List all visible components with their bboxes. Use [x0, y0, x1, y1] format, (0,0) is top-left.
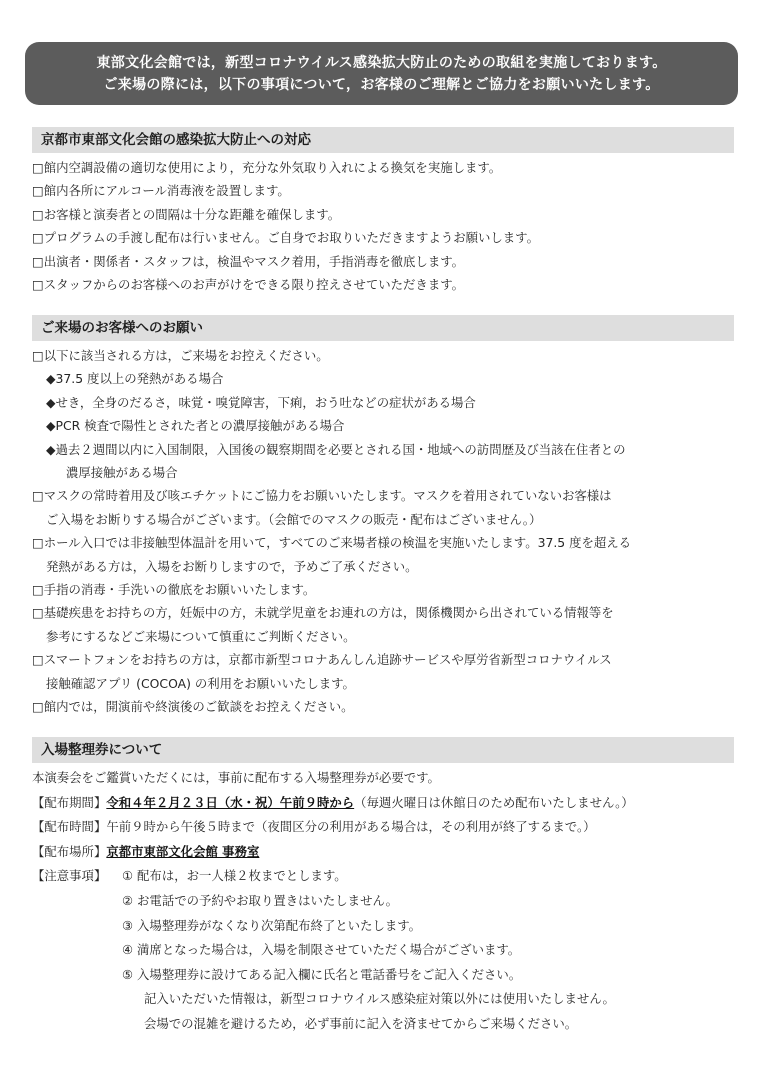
intro-text: 本演奏会をご鑑賞いただくには，事前に配布する入場整理券が必要です。: [32, 770, 440, 785]
list-item: □出演者・関係者・スタッフは，検温やマスク着用，手指消毒を徹底します。: [32, 253, 464, 269]
list-item: □館内空調設備の適切な使用により，充分な外気取り入れによる換気を実施します。: [32, 160, 502, 175]
note-item: ⑤ 入場整理券に設けてある記入欄に氏名と電話番号をご記入ください。: [122, 966, 522, 982]
list-item: □手指の消毒・手洗いの徹底をお願いいたします。: [32, 582, 316, 598]
list-item: ◆過去２週間以内に入国制限，入国後の観察期間を必要とされる国・地域への訪問歴及び当該在住者との: [46, 441, 626, 457]
note-item: ② お電話での予約やお取り置きはいたしません。: [122, 892, 398, 908]
note-item: ① 配布は，お一人様２枚までとします。: [122, 868, 347, 884]
list-item: ◆せき，全身のだるさ，味覚・嗅覚障害，下痢，おう吐などの症状がある場合: [46, 394, 476, 410]
list-item: □マスクの常時着用及び咳エチケットにご協力をお願いいたします。マスクを着用されていないお客様は: [32, 488, 612, 504]
period-value: 令和４年２月２３日（水・祝）午前９時から: [106, 794, 355, 810]
period-note: （毎週火曜日は休館日のため配布いたしません。）: [354, 794, 634, 810]
section-title: 京都市東部文化会館の感染拡大防止への対応: [32, 127, 734, 153]
notes: [32, 864, 734, 1036]
list-item-continued: ご入場をお断りする場合がございます。（会館でのマスクの販売・配布はございません。）: [46, 511, 542, 527]
distribution-place: [32, 840, 734, 865]
notes-label: 【注意事項】: [32, 868, 107, 884]
place-label: 【配布場所】: [32, 843, 107, 859]
note-item-continued: 会場での混雑を避けるため，必ず事前に記入を済ませてからご来場ください。: [144, 1015, 578, 1031]
list-item: □基礎疾患をお持ちの方，妊娠中の方，未就学児童をお連れの方は，関係機関から出されている情報等を: [32, 605, 614, 621]
list-item: ◆37.5 度以上の発熱がある場合: [46, 371, 224, 387]
list-item: □プログラムの手渡し配布は行いません。ご自身でお取りいただきますようお願いします。: [32, 230, 539, 246]
section-title: ご来場のお客様へのお願い: [32, 315, 734, 341]
list-item: □ホール入口では非接触型体温計を用いて，すべてのご来場者様の検温を実施いたします。37.5 度を超える: [32, 535, 632, 551]
list-item: □スマートフォンをお持ちの方は，京都市新型コロナあんしん追跡サービスや厚労省新型コロナウイルス: [32, 652, 612, 668]
distribution-time: [32, 815, 734, 840]
list-item-continued: 濃厚接触がある場合: [66, 465, 178, 481]
distribution-period: [32, 791, 734, 816]
list-item-continued: 接触確認アプリ (COCOA) の利用をお願いいたします。: [46, 675, 355, 691]
note-item: ④ 満席となった場合は，入場を制限させていただく場合がございます。: [122, 942, 521, 958]
time-label: 【配布時間】: [32, 819, 107, 835]
banner-line-2: ご来場の際には，以下の事項について，お客様のご理解とご協力をお願いいたします。: [103, 77, 660, 93]
time-value: 午前９時から午後５時まで（夜間区分の利用がある場合は，その利用が終了するまで。）: [106, 819, 596, 835]
period-label: 【配布期間】: [32, 794, 107, 810]
section-title: 入場整理券について: [32, 737, 734, 763]
note-item: ③ 入場整理券がなくなり次第配布終了といたします。: [122, 917, 422, 933]
list-item: □館内では，開演前や終演後のご歓談をお控えください。: [32, 699, 354, 715]
banner-line-1: 東部文化会館では，新型コロナウイルス感染拡大防止のための取組を実施しております。: [96, 55, 667, 71]
list-item: ◆PCR 検査で陽性とされた者との濃厚接触がある場合: [46, 418, 345, 434]
list-item: □以下に該当される方は，ご来場をお控えください。: [32, 348, 329, 363]
section-admission-tickets: [32, 737, 734, 1037]
section-visitor-requests: [32, 315, 734, 719]
note-item-continued: 記入いただいた情報は，新型コロナウイルス感染症対策以外には使用いたしません。: [144, 991, 615, 1007]
notice-banner: [25, 42, 738, 105]
list-item-continued: 参考にするなどご来場について慎重にご判断ください。: [46, 628, 356, 644]
list-item: □館内各所にアルコール消毒液を設置します。: [32, 183, 290, 199]
section-venue-measures: [32, 127, 734, 296]
list-item-continued: 発熱がある方は，入場をお断りしますので，予めご了承ください。: [46, 558, 418, 574]
list-item: □スタッフからのお客様へのお声がけをできる限り控えさせていただきます。: [32, 277, 464, 293]
place-value: 京都市東部文化会館 事務室: [106, 843, 260, 859]
list-item: □お客様と演奏者との間隔は十分な距離を確保します。: [32, 206, 341, 222]
